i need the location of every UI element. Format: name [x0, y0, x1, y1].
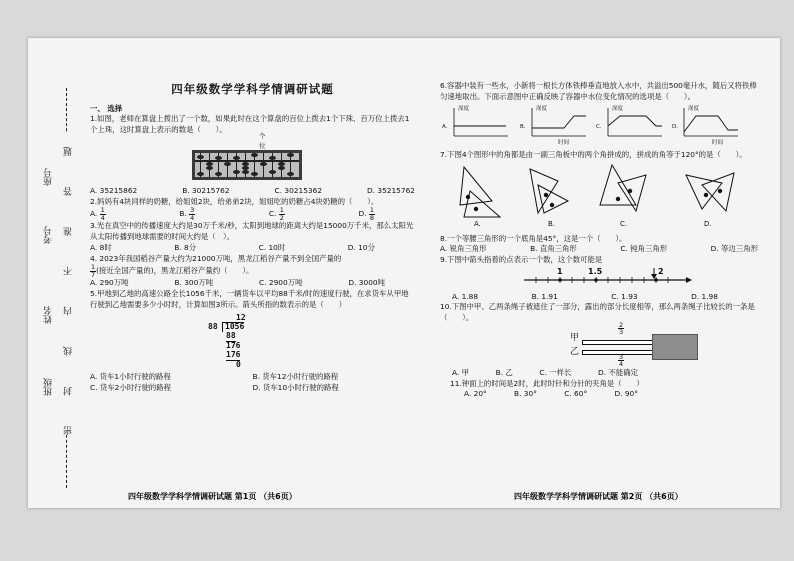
q2-options — [90, 207, 415, 221]
abacus-label-ge: 个 — [259, 131, 266, 140]
q4-option-a[interactable]: A. 290万吨 — [90, 278, 129, 288]
q9-tick-1: 1 — [557, 266, 563, 276]
question-4-line2: $\frac{1}{7}$ (接近全国产量的)，黑龙江稻谷产量约（ ）。 — [91, 263, 254, 279]
svg-text:深度: 深度 — [612, 106, 624, 113]
binding-margin — [28, 38, 88, 508]
q10-rope-figure — [440, 320, 758, 369]
q9-tick-2: 2 — [658, 266, 664, 276]
q10-option-c[interactable]: C. 一样长 — [539, 367, 572, 377]
cover-block — [652, 334, 698, 360]
q9-options — [440, 292, 758, 303]
q8-option-a[interactable]: A. 锐角三角形 — [440, 244, 487, 254]
q6-option-c[interactable]: C. — [596, 124, 602, 131]
question-9: 9.下图中箭头指着的点表示一个数，这个数可能是 — [440, 255, 603, 265]
q10-option-d[interactable]: D. 不能确定 — [598, 367, 638, 377]
q9-option-a[interactable]: A. 1.88 — [452, 291, 479, 301]
q4-options — [90, 278, 415, 289]
q7-option-d[interactable]: D. — [704, 219, 712, 227]
exam-number-label: 考号 — [44, 226, 54, 244]
q6-option-b[interactable]: B. — [520, 124, 526, 131]
q9-option-d[interactable]: D. 1.98 — [691, 291, 718, 301]
division-remainder: 0 — [236, 360, 241, 370]
rope-yi-label: 乙 — [570, 346, 580, 357]
q2-option-c[interactable]: C. $\frac{1}{2}$ — [268, 206, 284, 222]
page-1 — [90, 38, 415, 394]
q1-option-d[interactable]: D. 35215762 — [366, 185, 415, 195]
division-quotient: 12 — [236, 313, 246, 323]
rope-jia-label: 甲 — [570, 332, 580, 343]
q10-option-a[interactable]: A. 甲 — [452, 367, 470, 377]
q4-option-d[interactable]: D. 3000吨 — [348, 278, 385, 288]
abacus-image — [192, 150, 302, 180]
q1-options — [90, 186, 415, 197]
abacus-figure — [90, 131, 415, 182]
q1-option-a[interactable]: A. 35215862 — [90, 185, 138, 195]
question-5: 5.甲地到乙地的高速公路全长1056千米，一辆货车以平均88千米/时的速度行驶，在求货车从甲地行驶到乙地需要多少小时时，计算如图3所示。箭头所指的数表示的是（ ） — [90, 289, 409, 309]
question-8: 8.一个等腰三角形的一个底角是45°，这是一个（ ）。 — [440, 233, 627, 243]
q3-option-b[interactable]: B. 8分 — [174, 242, 197, 252]
exam-title: 四年级数学学科学情调研试题 — [171, 82, 334, 96]
q3-options — [90, 243, 415, 254]
svg-text:时间: 时间 — [558, 140, 570, 147]
seat-label: 座号 — [44, 168, 54, 186]
question-3: 3.光在真空中的传播速度大约是30万千米/秒，太阳到地球的距离大约是15000万千米，那么太阳光从太阳传播到地球需要的时间大约是（ ）。 — [90, 221, 414, 242]
division-step-3: 176 — [226, 350, 241, 360]
rope-yi-fraction: $\frac{3}{4}$ — [619, 352, 624, 369]
division-dividend: 1056 — [222, 322, 244, 331]
question-11: 11.钟面上的时间是2时，此时时针和分针的夹角是（ ） — [450, 378, 644, 388]
seal-note: 密 封 线 内 不 准 答 题 — [64, 133, 74, 436]
q3-option-c[interactable]: C. 10时 — [258, 242, 286, 252]
class-label: 班级 — [44, 378, 54, 396]
abacus-label-wei: 位 — [259, 141, 266, 150]
q9-option-b[interactable]: B. 1.91 — [531, 291, 558, 301]
q3-option-d[interactable]: D. 10分 — [347, 242, 375, 252]
q4-option-c[interactable]: C. 2900万吨 — [259, 278, 303, 288]
question-10: 10.下图中甲、乙两条绳子被遮住了一部分，露出的部分长度相等，那么两条绳子比较长的一条是（ ）。 — [440, 302, 755, 323]
question-4-line1: 4. 2023年我国稻谷产量大约为21000万吨，黑龙江稻谷产量不到全国产量的 — [90, 253, 342, 263]
division-divisor: 88 — [208, 322, 218, 332]
q11-option-c[interactable]: C. 60° — [564, 389, 588, 399]
q11-option-a[interactable]: A. 20° — [464, 389, 487, 399]
q8-option-d[interactable]: D. 等边三角形 — [710, 244, 758, 254]
q7-option-a[interactable]: A. — [474, 219, 481, 227]
q8-option-c[interactable]: C. 钝角三角形 — [620, 244, 668, 254]
q9-number-line — [440, 266, 758, 288]
name-label: 姓名 — [44, 306, 54, 324]
q5-option-b[interactable]: B. 货车12小时行驶的路程 — [252, 372, 339, 382]
q9-tick-1-5: 1.5 — [588, 266, 603, 276]
division-step-1: 88 — [226, 331, 236, 341]
q5-option-c[interactable]: C. 货车2小时行驶的路程 — [90, 383, 172, 393]
q4-option-b[interactable]: B. 300万吨 — [174, 278, 214, 288]
q7-option-b[interactable]: B. — [548, 219, 556, 227]
page-2-footer: 四年级数学学科学情调研试题 第2页 （共6页） — [514, 492, 683, 501]
page-1-footer: 四年级数学学科学情调研试题 第1页 （共6页） — [128, 492, 297, 501]
q10-options — [440, 368, 758, 379]
svg-text:深度: 深度 — [536, 106, 548, 113]
q6-option-a[interactable]: A. — [442, 124, 448, 131]
rope-jia — [582, 340, 654, 345]
q6-option-d[interactable]: D. — [672, 124, 678, 131]
svg-text:深度: 深度 — [688, 106, 700, 113]
q5-option-a[interactable]: A. 货车1小时行驶的路程 — [90, 372, 171, 382]
q2-option-b[interactable]: B. $\frac{3}{4}$ — [179, 206, 195, 222]
q8-option-b[interactable]: B. 直角三角形 — [530, 244, 577, 254]
q1-option-c[interactable]: C. 30215362 — [274, 185, 323, 195]
long-division-figure — [90, 310, 415, 370]
exam-sheet — [28, 38, 780, 508]
svg-text:深度: 深度 — [458, 106, 470, 113]
q11-option-d[interactable]: D. 90° — [614, 389, 638, 399]
question-6: 6.容器中装有一些水，小新将一根长方体铁棒垂直地放入水中，共溢出500毫升水，随后又将铁棒匀速地取出。下面示意图中正确反映了容器中水位变化情况的选项是（ ）。 — [440, 81, 757, 101]
q2-option-d[interactable]: D. $\frac{1}{8}$ — [358, 206, 374, 222]
division-step-2: 176 — [226, 341, 241, 351]
section-heading: 一、 选择 — [90, 103, 123, 113]
question-1: 1.如图，老师在算盘上拨出了一个数，如果此时在这个算盘的百位上拨去1个下珠、百万位上拨去1个上珠，这时算盘上表示的数是（ ）。 — [90, 114, 410, 135]
rope-jia-fraction: $\frac{2}{3}$ — [619, 320, 624, 337]
q7-triangle-figures — [440, 161, 758, 227]
q11-options — [440, 389, 758, 400]
q3-option-a[interactable]: A. 8时 — [90, 242, 112, 252]
q10-option-b[interactable]: B. 乙 — [495, 367, 513, 377]
q9-option-c[interactable]: C. 1.93 — [611, 291, 638, 301]
q6-graphs — [440, 102, 758, 146]
q8-options — [440, 244, 758, 255]
svg-text:时间: 时间 — [712, 140, 724, 147]
q7-option-c[interactable]: C. — [620, 219, 628, 227]
page-2 — [440, 38, 758, 400]
question-7: 7.下图4个图形中的角都是由一副三角板中的两个角拼成的，拼成的角等于120°的是（ ）。 — [440, 150, 747, 160]
question-2: 2.妈妈有4块同样的奶糖，给姐姐2块，给弟弟2块，姐姐吃的奶糖占4块奶糖的（ ）。 — [90, 196, 379, 206]
q11-option-b[interactable]: B. 30° — [514, 389, 537, 399]
q1-option-b[interactable]: B. 30215762 — [182, 185, 230, 195]
q5-option-d[interactable]: D. 货车10小时行驶的路程 — [252, 383, 339, 393]
q2-option-a[interactable]: A. $\frac{1}{4}$ — [90, 206, 105, 222]
q5-options — [90, 372, 415, 393]
